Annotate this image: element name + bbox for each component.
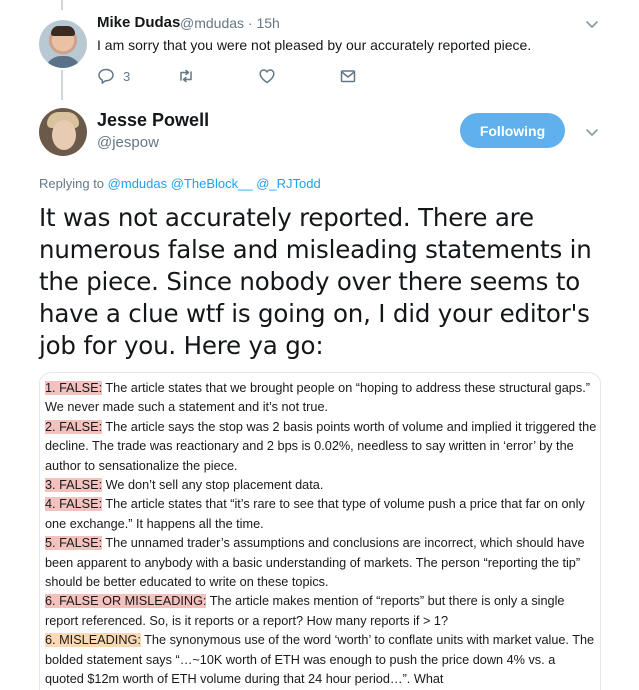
- following-button[interactable]: Following: [460, 113, 565, 148]
- author-name[interactable]: Jesse Powell: [97, 110, 210, 130]
- document-item: [45, 534, 597, 592]
- direct-message-button[interactable]: [339, 66, 357, 86]
- tweet-text: I am sorry that you were not pleased by our accurately reported piece.: [97, 37, 532, 53]
- reply-count: 3: [123, 68, 131, 84]
- avatar-face: [52, 120, 76, 150]
- document-item: [45, 495, 597, 534]
- replying-to: [39, 176, 321, 191]
- item-label: 2. FALSE:: [45, 419, 103, 434]
- avatar[interactable]: [39, 108, 87, 156]
- document-item: [45, 631, 597, 689]
- document-item: [45, 592, 597, 631]
- avatar-hair: [51, 26, 75, 36]
- thread-connector: [61, 70, 63, 100]
- document-text: [45, 379, 597, 690]
- item-label: 1. FALSE:: [45, 381, 103, 395]
- tweet-text: It was not accurately reported. There are numerous false and misleading statements in the piece. Since nobody over there seems to have a clue wtf is going on, I did your editor's job for you. Here ya go:: [39, 203, 592, 360]
- item-text: The article says the stop was 2 basis points worth of volume and implied it triggered the decline. The trade was reactionary and 2 bps is 0.02%, needless to say written in ‘error’ by the author to sensationalize the piece.: [45, 419, 597, 473]
- reply-button[interactable]: [97, 66, 130, 86]
- avatar-shirt: [45, 56, 81, 68]
- document-item: [45, 418, 597, 476]
- item-text: The synonymous use of the word ‘worth’ to conflate units with market value. The bolded statement says “…~10K worth of ETH was enough to push the price down 4% vs. a quoted $12m worth of ETH volume during that 24 hour period…”. What: [45, 633, 595, 687]
- reply-tweet[interactable]: [0, 0, 639, 98]
- item-label: 6. FALSE OR MISLEADING:: [45, 594, 207, 609]
- envelope-icon: [339, 67, 357, 85]
- item-text: The unnamed trader’s assumptions and conclusions are incorrect, which should have been apparent to anybody with a basic understanding of markets. The person “reporting the tip” should be better educated to write on these topics.: [45, 536, 585, 590]
- replying-prefix: Replying to: [39, 176, 105, 191]
- item-label: 6. MISLEADING:: [45, 633, 141, 648]
- item-label: 3. FALSE:: [45, 478, 103, 493]
- thread-line: [61, 0, 63, 10]
- document-item: [45, 379, 597, 418]
- chevron-down-icon[interactable]: [584, 16, 600, 32]
- item-label: 4. FALSE:: [45, 497, 103, 512]
- tweet-actions: [97, 66, 377, 86]
- heart-icon: [258, 67, 276, 85]
- retweet-button[interactable]: [177, 66, 195, 86]
- item-label: 5. FALSE:: [45, 536, 103, 551]
- like-button[interactable]: [258, 66, 276, 86]
- avatar[interactable]: [39, 20, 87, 68]
- replying-handles-link[interactable]: @mdudas @TheBlock__ @_RJTodd: [107, 176, 321, 191]
- item-text: The article states that “it’s rare to see that type of volume push a price that far on only one exchange.” It happens all the time.: [45, 497, 585, 531]
- item-text: The article makes mention of “reports” but there is only a single report referenced. So, is it reports or a report? How many reports if > 1?: [45, 594, 565, 628]
- chevron-down-icon[interactable]: [584, 124, 600, 140]
- item-text: The article states that we brought people on “hoping to address these structural gaps.” We never made such a statement and it’s not true.: [45, 381, 590, 415]
- author-handle-time[interactable]: @mdudas · 15h: [180, 15, 280, 31]
- document-item: [45, 476, 597, 495]
- retweet-icon: [177, 67, 195, 85]
- attached-image[interactable]: [39, 372, 601, 690]
- author-name[interactable]: Mike Dudas: [97, 14, 181, 31]
- item-text: We don’t sell any stop placement data.: [102, 478, 324, 493]
- reply-icon: [97, 67, 115, 85]
- author-handle[interactable]: @jespow: [97, 134, 159, 151]
